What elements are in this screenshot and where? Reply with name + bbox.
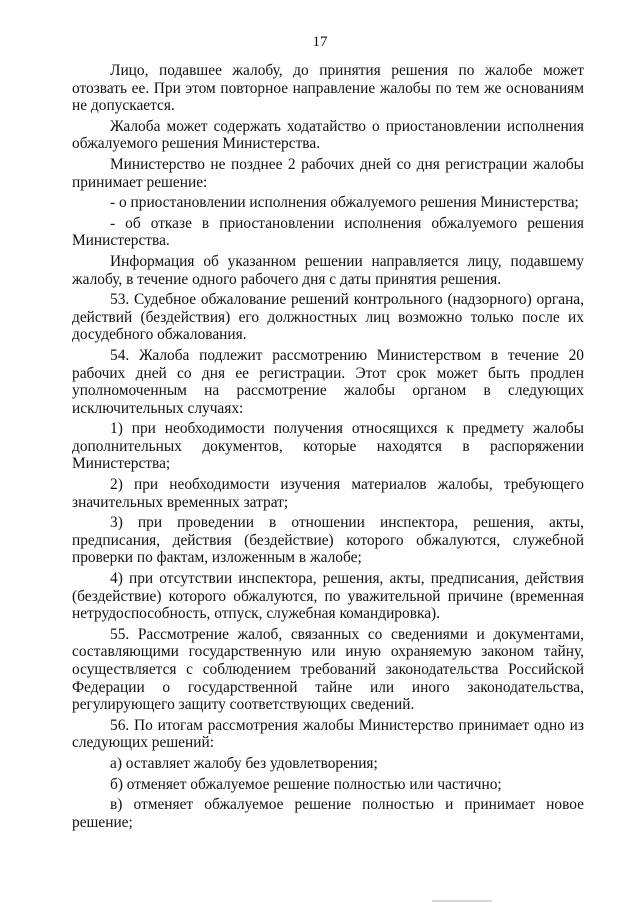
list-item: - о приостановлении исполнения обжалуемого решения Министерства;	[110, 194, 579, 212]
clause-54: 54. Жалоба подлежит рассмотрению Министерством в течение 20 рабочих дней со дня ее регистрации. Этот срок может быть продлен уполномоченным на рассмотрение жалобы органом в следующих исключительных случаях:	[72, 346, 584, 417]
list-item: - об отказе в приостановлении исполнения обжалуемого решения Министерства.	[72, 214, 584, 250]
clause-53: 53. Судебное обжалование решений контрольного (надзорного) органа, действий (бездействия) его должностных лиц возможно только после их досудебного обжалования.	[72, 291, 584, 344]
list-item: 4) при отсутствии инспектора, решения, акты, предписания, действия (бездействие) которого обжалуются, по уважительной причине (временная нетрудоспособность, отпуск, служебная командировка).	[72, 570, 584, 623]
list-item: а) оставляет жалобу без удовлетворения;	[110, 754, 378, 772]
page-number: 17	[312, 34, 328, 50]
list-item: 1) при необходимости получения относящихся к предмету жалобы дополнительных документов, которые находятся в распоряжении Министерства;	[72, 420, 584, 473]
paragraph: Жалоба может содержать ходатайство о приостановлении исполнения обжалуемого решения Министерства.	[72, 117, 584, 153]
clause-55: 55. Рассмотрение жалоб, связанных со сведениями и документами, составляющими государственную или иную охраняемую законом тайну, осуществляется с соблюдением требований законодательства Российской Федерации о государственной тайне или иного законодательства, регулирующего защиту соответствующих сведений.	[72, 625, 584, 714]
list-item: б) отменяет обжалуемое решение полностью или частично;	[110, 775, 502, 793]
clause-56: 56. По итогам рассмотрения жалобы Министерство принимает одно из следующих решений:	[72, 716, 584, 752]
paragraph: Информация об указанном решении направляется лицу, подавшему жалобу, в течение одного рабочего дня с даты принятия решения.	[72, 252, 584, 288]
list-item: 2) при необходимости изучения материалов жалобы, требующего значительных временных затрат;	[72, 476, 584, 511]
document-body	[72, 62, 584, 834]
list-item: в) отменяет обжалуемое решение полностью и принимает новое решение;	[72, 796, 584, 831]
list-item: 3) при проведении в отношении инспектора, решения, акты, предписания, действия (бездействие) которого обжалуются, служебной проверки по фактам, изложенным в жалобе;	[72, 514, 584, 567]
paragraph: Министерство не позднее 2 рабочих дней со дня регистрации жалобы принимает решение:	[72, 155, 584, 191]
paragraph: Лицо, подавшее жалобу, до принятия решения по жалобе может отозвать ее. При этом повторное направление жалобы по тем же основаниям не допускается.	[72, 62, 584, 115]
scan-artifact	[432, 900, 492, 902]
